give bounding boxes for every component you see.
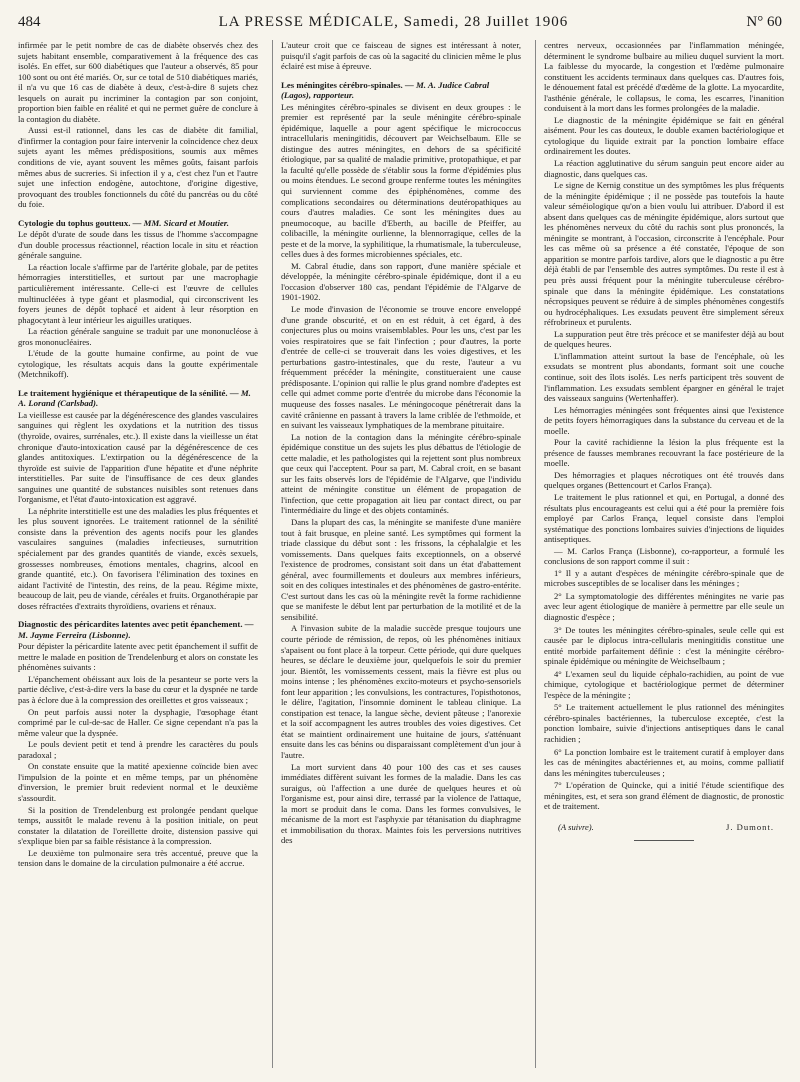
section-title: Les méningites cérébro-spinales. xyxy=(281,79,403,90)
paragraph: La suppuration peut être très précoce et se manifester déjà au bout de quelques heures. xyxy=(544,328,784,350)
paragraph: Le signe de Kernig constitue un des symptômes les plus fréquents de la méningite épidémique ; il ne possède pas toutefois la haute valeur séméiologique qu'on a bien voulu lui attribuer. D'abord il est absent dans quelques cas de méningite épidémique, alors surtout que les phénomènes nerveux du côté du rachis sont plus prononcés, la méningite se montrant, à l'occasion, circonscrite à l'encéphale. Pour les cas même où sa présence a été constatée, l'époque de son apparition se montre parfois tardive, alors que le diagnostic a pu être déjà établi de par l'ensemble des autres symptômes. Du reste il est à peu près aussi fréquent pour la méningite tuberculeuse cérébro-spinale que dans la méningite épidémique. Les constatations nécropsiques peuvent se réduire à de simples phénomènes congestifs ou hydrocéphaliques. Les exsudats peuvent être simplement séreux réfrobrineux et purulents. xyxy=(544,180,784,328)
paragraph: Le traitement le plus rationnel et qui, en Portugal, a donné des résultats plus encourageants est celui qui a été pour la première fois employé par Carlos França, lequel consiste dans l'emploi systématique des ponctions lombaires suivies d'injections de liquides antiseptiques. xyxy=(544,491,784,545)
paragraph: On peut parfois aussi noter la dysphagie, l'œsophage étant comprimé par le cul-de-sac de Haller. Ce signe cependant n'a pas la même valeur que la dyspnée. xyxy=(18,706,258,738)
paragraph: La réaction générale sanguine se traduit par une mononucléose à gros mononucléaires. xyxy=(18,326,258,347)
section-author: — M. Jayme Ferreira (Lisbonne). xyxy=(18,619,254,640)
signoff xyxy=(558,822,774,833)
paragraph: Dans la plupart des cas, la méningite se manifeste d'une manière tout à fait brusque, en pleine santé. Les symptômes qui forment la triade classique du début sont : les frissons, la céphalalgie et les vomissements. Dans quelques faits exceptionnels, on a observé l'existence de prodromes, consistant soit dans un état d'abattement général, avec fourmillements et douleurs aux membres inférieurs, soit en des coliques intestinales et des phénomènes de gastro-entérite. C'est surtout dans les cas où la méningite revêt la forme rachidienne que se manifeste le début lent par perturbation de la motilité et de la sensibilité. xyxy=(281,516,521,622)
section-author: — M. A. Judice Cabral (Lagos), rapporteur. xyxy=(281,79,490,101)
paragraph: L'épanchement obéissant aux lois de la pesanteur se porte vers la partie déclive, c'est-à-dire vers la base du cœur et la dyspnée ne tarde pas à éclore due à la compression des oreillettes et gros vaisseaux ; xyxy=(18,673,258,706)
paragraph: L'étude de la goutte humaine confirme, au point de vue cytologique, les résultats acquis dans la goutte expérimentale (Metchnikoff). xyxy=(18,348,258,380)
paragraph: infirmée par le petit nombre de cas de diabète observés chez des sujets habitant ensemble, comparativement à la fréquence des cas isolés. En effet, sur 600 diabétiques que l'auteur a observés, 85 pour 100 sont ou ont été mariés. Or, sur ce total de 510 diabétiques mariés, il n'a vu que 16 cas de diabète à deux, c'est-à-dire 8 sujets chez lesquels on aurait pu incriminer la contagion par son conjoint, proportion bien faible en réalité et qui ne permet guère de conclure à la contagion du diabète. xyxy=(18,40,258,124)
paragraph: La vieillesse est causée par la dégénérescence des glandes vasculaires sanguines qui règlent les oxydations et la nutrition des tissus (thyroïde, ovaires, surrénales, etc.). Il existe dans la vieillesse un état chronique d'auto-intoxication causé par la dégénérescence de ces glandes antitoxiques. L'extirpation ou la dégénérescence de la thyroïde est suivie de l'apparition d'une hépatite et d'une néphrite interstitielles. Par suite de l'insuffisance de ces deux glandes sanguines une quantité de substances nuisibles sont retenues dans l'organisme, et l'état d'auto-intoxication est aggravé. xyxy=(18,409,258,505)
author-signature: J. Dumont. xyxy=(726,821,774,832)
conclusion-item: 6° La ponction lombaire est le traitement curatif à employer dans les cas de méningites abactériennes et, au moins, comme palliatif dans les méningites tuberculeuses ; xyxy=(544,746,784,778)
section-heading xyxy=(281,80,521,101)
section-title: Diagnostic des péricardites latentes avec petit épanchement. xyxy=(18,619,243,630)
paragraph: Le deuxième ton pulmonaire sera très accentué, preuve que la tension dans le domaine de la circulation pulmonaire a été accrue. xyxy=(18,847,258,869)
end-rule xyxy=(634,840,694,841)
paragraph: Si la position de Trendelenburg est prolongée pendant quelque temps, aussitôt le malade revenu à la position initiale, on peut constater la dilatation de l'oreillette droite, distension passive qui s'explique bien par sa faible résistance à la compression. xyxy=(18,804,258,847)
conclusion-item: 5° Le traitement actuellement le plus rationnel des méningites cérébro-spinales bactériennes, la tuberculose exceptée, c'est la ponction lombaire, suivie d'injections antiseptiques dans le canal rachidien ; xyxy=(544,702,784,744)
issue-number: N° 60 xyxy=(746,14,782,30)
paragraph: Le mode d'invasion de l'économie se trouve encore enveloppé d'une grande obscurité, et on en est réduit, à cet égard, à des conjectures plus ou moins vraisemblables. Pour les uns, c'est par les voies respiratoires que se fait l'infection ; pour d'autres, la porte d'entrée de celle-ci se trouverait dans les voies digestives, et les perturbations gastro-intestinales, que du reste, l'auteur a vu fréquemment précéder la méningite, constitueraient une cause prédisposante. L'opinion qui rallie le plus grand nombre d'adeptes est celle qui admet comme porte d'entrée du microbe dans l'économie la muqueuse des fosses nasales. Le méningocoque pénétrerait dans la cavité crânienne en passant à travers la lame criblée de l'ethmoïde, et en suivant les vaisseaux lymphatiques de la membrane pituitaire. xyxy=(281,304,521,431)
paragraph: L'auteur croit que ce faisceau de signes est intéressant à noter, puisqu'il s'agit parfois de cas où la sagacité du clinicien même le plus éclairé est mise à épreuve. xyxy=(281,40,521,72)
section-title: Le traitement hygiénique et thérapeutique de la sénilité. xyxy=(18,387,228,398)
section-author: — MM. Sicard et Moutier. xyxy=(132,217,229,228)
paragraph: Le pouls devient petit et tend à prendre les caractères du pouls paradoxal ; xyxy=(18,739,258,760)
section-author: — M. A. Lorand (Carlsbad). xyxy=(18,387,251,409)
conclusion-item: 2° La symptomatologie des différentes méningites ne varie pas avec leur agent étiologique de manière à permettre par elle seule un diagnostic d'espèce ; xyxy=(544,590,784,622)
section-title: Cytologie du tophus goutteux. xyxy=(18,217,131,228)
paragraph: Les méningites cérébro-spinales se divisent en deux groupes : le premier est représenté par la seule méningite cérébro-spinale épidémique, laquelle a pour agent spécifique le micrococcus intracellularis meningitidis, découvert par Weichselbaum. Elle se distingue des autres méningites, en dehors de sa spécificité étiologique, par sa qualité de maladie primitive, protopathique, et par la faculté qu'elle possède de s'établir sous la forme d'épidémies plus ou moins étendues. Le second groupe renferme toutes les méningites qui surviennent comme des épiphénomènes, comme des complications secondaires ou déterminations deutéropathiques au cours d'autres maladies. Ce sont les méningites dues au pneumocoque, au bacille d'Eberth, au bacille de Pfeiffer, au colibacille, la méningite ourlienne, la blennorragique, celles de la peste et de la morve, la syphilitique, la rhumatismale, la tuberculeuse, celles dues à des formes microbiennes spéciales, etc. xyxy=(281,101,521,260)
running-head xyxy=(18,10,782,34)
paragraph: Le diagnostic de la méningite épidémique se fait en général aisément. Pour les cas douteux, le double examen bactériologique et cytologique du liquide extrait par la ponction lombaire efface ordinairement les doutes. xyxy=(544,114,784,157)
paragraph: La néphrite interstitielle est une des maladies les plus fréquentes et les plus souvent ignorées. Le traitement rationnel de la sénilité consiste dans la prévention des agents nocifs pour les glandes vasculaires sanguines (maladies infectieuses, surnutrition spécialement par des grandes quantités de viande, excès sexuels, grossesses nombreuses, émotions mentales, chagrins, alcool en grande quantité, etc.). On favorisera l'élimination des toxines en aidant l'activité de l'intestin, des reins, de la peau. Régime mixte, beaucoup de lait, peu de viande, céréales et fruits. Organothérapie par doses réfractées d'extraits thyroïdiens, ovariens et rénaux. xyxy=(18,505,258,611)
paragraph: On constate ensuite que la matité apexienne coïncide bien avec l'impulsion de la pointe et en même temps, par un phénomène d'inversion, le premier bruit redevient normal et le deuxième s'assourdit. xyxy=(18,761,258,803)
section-heading xyxy=(18,218,258,229)
paragraph: Pour la cavité rachidienne la lésion la plus fréquente est la présence de fausses membranes recouvrant la face postérieure de la moelle. xyxy=(544,437,784,469)
column-1 xyxy=(18,40,258,1068)
paragraph: Aussi est-il rationnel, dans les cas de diabète dit familial, d'infirmer la contagion pour faire intervenir la coïncidence chez deux sujets ayant les mêmes prédispositions, soumis aux mêmes conditions de vie, ayant souvent les mêmes goûts, faisant parfois mêmes abus de sucreries. Si infection il y a, c'est chez l'un et l'autre sujet une infection endogène, autochtone, d'origine digestive, provoquant des troubles fonctionnels du côté du pancréas ou du côté du foie. xyxy=(18,125,258,210)
column-2 xyxy=(272,40,521,1068)
conclusion-item: 4° L'examen seul du liquide céphalo-rachidien, au point de vue chimique, cytologique et bactériologique permet de déterminer l'espèce de la méningite ; xyxy=(544,668,784,700)
paragraph: Le dépôt d'urate de soude dans les tissus de l'homme s'accompagne d'un double processus réactionnel, réaction locale in situ et réaction générale sanguine. xyxy=(18,229,258,261)
paragraph: M. Cabral étudie, dans son rapport, d'une manière spéciale et développée, la méningite cérébro-spinale épidémique, dont il a eu l'occasion d'observer 180 cas, pendant l'épidémie de l'Algarve de 1901-1902. xyxy=(281,260,521,303)
journal-title: LA PRESSE MÉDICALE, Samedi, 28 Juillet 1906 xyxy=(218,14,569,30)
paragraph: La notion de la contagion dans la méningite cérébro-spinale épidémique constitue un des sujets les plus débattus de l'étiologie de cette maladie, et les pathologistes qui la rejettent sont plus nombreux que ceux qui l'acceptent. Pour sa part, M. Cabral croit, en se basant sur les faits observés lors de l'épidémie de l'Algarve, que l'individu atteint de méningite constitue un élément de propagation de l'infection, que cette propagation ait lieu par contact direct, ou par l'intermédiaire du linge et des objets contaminés. xyxy=(281,431,521,516)
paragraph: La réaction agglutinative du sérum sanguin peut encore aider au diagnostic, dans quelques cas. xyxy=(544,158,784,179)
paragraph: — M. Carlos França (Lisbonne), co-rapporteur, a formulé les conclusions de son rapport comme il suit : xyxy=(544,545,784,567)
paragraph: La mort survient dans 40 pour 100 des cas et ses causes immédiates diffèrent suivant les formes de la maladie. Dans les cas suraigus, où l'affection a une durée de quelques heures et où l'organisme est, pour ainsi dire, terrassé par la violence de l'attaque, la mort se produit dans le coma. Dans les formes convulsives, le mécanisme de la mort est l'asphyxie par tétanisation du diaphragme et immobilisation du thorax. Maintes fois les perversions nutritives des xyxy=(281,761,521,846)
paragraph: La réaction locale s'affirme par de l'artérite globale, par de petites hémorragies interstitielles, et surtout par une macrophagie particulièrement intéressante. Celle-ci est l'œuvre de cellules multinucléées à type géant et plasmodial, qui circonscrivent les foyers jeunes de dépôt tophacé et aident à leur résorption en phagocytant à leur intérieur les aiguilles uratiques. xyxy=(18,261,258,325)
column-3 xyxy=(535,40,784,1068)
paragraph: Pour dépister la péricardite latente avec petit épanchement il suffit de mettre le malade en position de Trendelenburg et alors on constate les phénomènes suivants : xyxy=(18,641,258,673)
to-be-continued: (A suivre). xyxy=(558,821,594,832)
paragraph: centres nerveux, occasionnées par l'inflammation méningée, déterminent le syndrome bulbaire au milieu duquel survient la mort. La faiblesse du myocarde, la congestion et l'œdème pulmonaire constituent les accidents terminaux dans quelques cas. D'autres fois, le dénouement fatal est précédé d'œdème de la glotte. La myocardite, l'asthénie générale, le collapsus, le coma, les escarres, l'inanition conduisent à la mort dans les formes prolongées de la maladie. xyxy=(544,40,784,114)
paragraph: L'inflammation atteint surtout la base de l'encéphale, où les exsudats se montrent plus abondants, formant soit une couche continue, soit des îlots isolés. Les nerfs participent très souvent de l'inflammation. Les exsudats semblent épargner en général le trajet des vaisseaux sanguins (Wertenhaffer). xyxy=(544,350,784,404)
conclusion-item: 7° L'opération de Quincke, qui a initié l'étude scientifique des méningites, est, et sera son grand élément de diagnostic, de pronostic et de traitement. xyxy=(544,780,784,812)
article-columns xyxy=(18,40,784,1068)
conclusion-item: 3° De toutes les méningites cérébro-spinales, seule celle qui est causée par le diplocus intra-cellularis meningitidis constitue une entité morbide parfaitement définie : c'est la méningite cérébro-spinale épidémique ou méningite de Weichselbaum ; xyxy=(544,624,784,667)
paragraph: Les hémorragies méningées sont fréquentes ainsi que l'existence de petits foyers hémorragiques dans la substance du cerveau et de la moelle. xyxy=(544,404,784,436)
paragraph: A l'invasion subite de la maladie succède presque toujours une courte période de rémission, de repos, où les phénomènes initiaux s'apaisent ou font place à la torpeur. Cette période, qui dure quelques heures, se déclare le deuxième jour, quelquefois le soir du premier jour. Bientôt, les vomissements cessent, mais la fièvre est plus ou moins intense ; les phénomènes excito-moteurs et psycho-sensoriels font leur apparition ; les convulsions, les contractures, l'opisthotonos, le délire, l'agitation, l'insomnie dominent le tableau clinique. La constipation est tenace, la langue sèche, devient pâteuse ; l'anorexie et la soif accompagnent les autres troubles des voies digestives. Cet état se maintient ordinairement une huitaine de jours, s'atténuant ensuite dans les cas bénins ou disparaissant complètement d'un jour à l'autre. xyxy=(281,623,521,760)
section-heading xyxy=(18,388,258,409)
paragraph: Des hémorragies et plaques nécrotiques ont été trouvés dans quelques organes (Bettencourt et Carlos França). xyxy=(544,469,784,491)
page-number: 484 xyxy=(18,14,41,30)
conclusion-item: 1° Il y a autant d'espèces de méningite cérébro-spinale que de microbes susceptibles de se localiser dans les méninges ; xyxy=(544,567,784,589)
section-heading xyxy=(18,619,258,640)
